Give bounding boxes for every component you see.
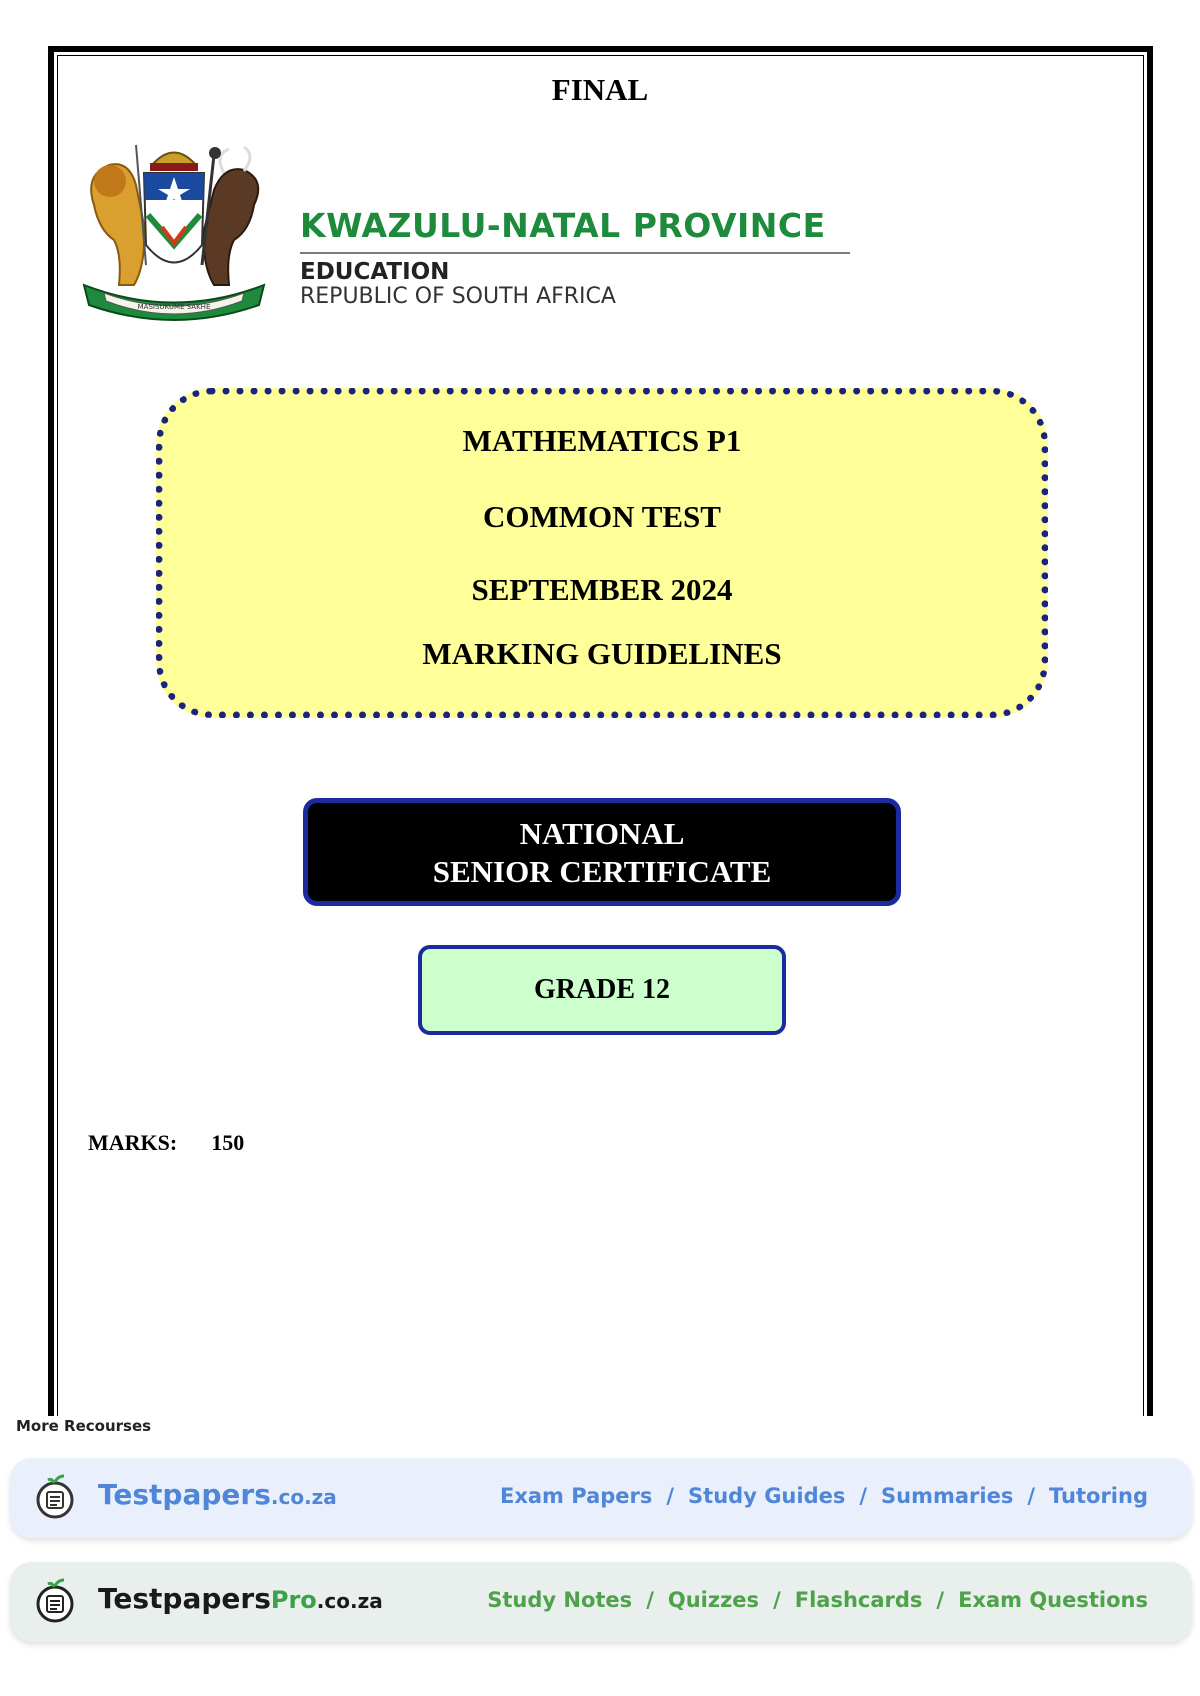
certificate-line-2: SENIOR CERTIFICATE <box>432 854 772 889</box>
province-name: KWAZULU-NATAL PROVINCE <box>300 206 826 245</box>
svg-text:MASISUKUME SAKHE: MASISUKUME SAKHE <box>137 303 211 311</box>
grade-box: GRADE 12 <box>418 945 786 1035</box>
kzn-coat-of-arms-logo <box>74 135 274 335</box>
testpapers-links: Exam Papers / Study Guides / Summaries / Tutoring <box>499 1484 1148 1508</box>
more-resources-label: More Recourses <box>16 1417 152 1435</box>
link-tutoring[interactable]: Tutoring <box>1049 1484 1148 1508</box>
document-type: MARKING GUIDELINES <box>422 636 782 671</box>
marks-value: 150 <box>211 1130 245 1155</box>
apple-notebook-icon <box>30 1472 80 1522</box>
certificate-box <box>303 798 901 906</box>
testpapers-banner[interactable] <box>10 1458 1192 1538</box>
link-study-notes[interactable]: Study Notes <box>487 1588 633 1612</box>
testpapers-brand[interactable]: Testpapers.co.za <box>98 1478 337 1511</box>
subject-title: MATHEMATICS P1 <box>462 423 742 458</box>
link-study-guides[interactable]: Study Guides <box>688 1484 846 1508</box>
link-exam-questions[interactable]: Exam Questions <box>958 1588 1148 1612</box>
test-type: COMMON TEST <box>483 499 721 534</box>
test-date: SEPTEMBER 2024 <box>471 572 733 607</box>
title-box <box>156 388 1048 718</box>
testpaperspro-links: Study Notes / Quizzes / Flashcards / Exam Questions <box>487 1588 1148 1612</box>
final-label: FINAL <box>551 72 649 107</box>
province-divider <box>300 252 850 254</box>
testpaperspro-brand[interactable]: TestpapersPro.co.za <box>98 1582 383 1615</box>
link-quizzes[interactable]: Quizzes <box>667 1588 760 1612</box>
marks-label: MARKS: <box>88 1130 178 1155</box>
marks-line <box>88 1130 244 1156</box>
link-flashcards[interactable]: Flashcards <box>794 1588 923 1612</box>
link-summaries[interactable]: Summaries <box>881 1484 1014 1508</box>
testpaperspro-banner[interactable] <box>10 1562 1192 1642</box>
apple-notebook-icon <box>30 1576 80 1626</box>
certificate-line-1: NATIONAL <box>519 816 685 851</box>
country-name: REPUBLIC OF SOUTH AFRICA <box>300 284 616 309</box>
link-exam-papers[interactable]: Exam Papers <box>499 1484 653 1508</box>
department-name: EDUCATION <box>300 259 450 285</box>
